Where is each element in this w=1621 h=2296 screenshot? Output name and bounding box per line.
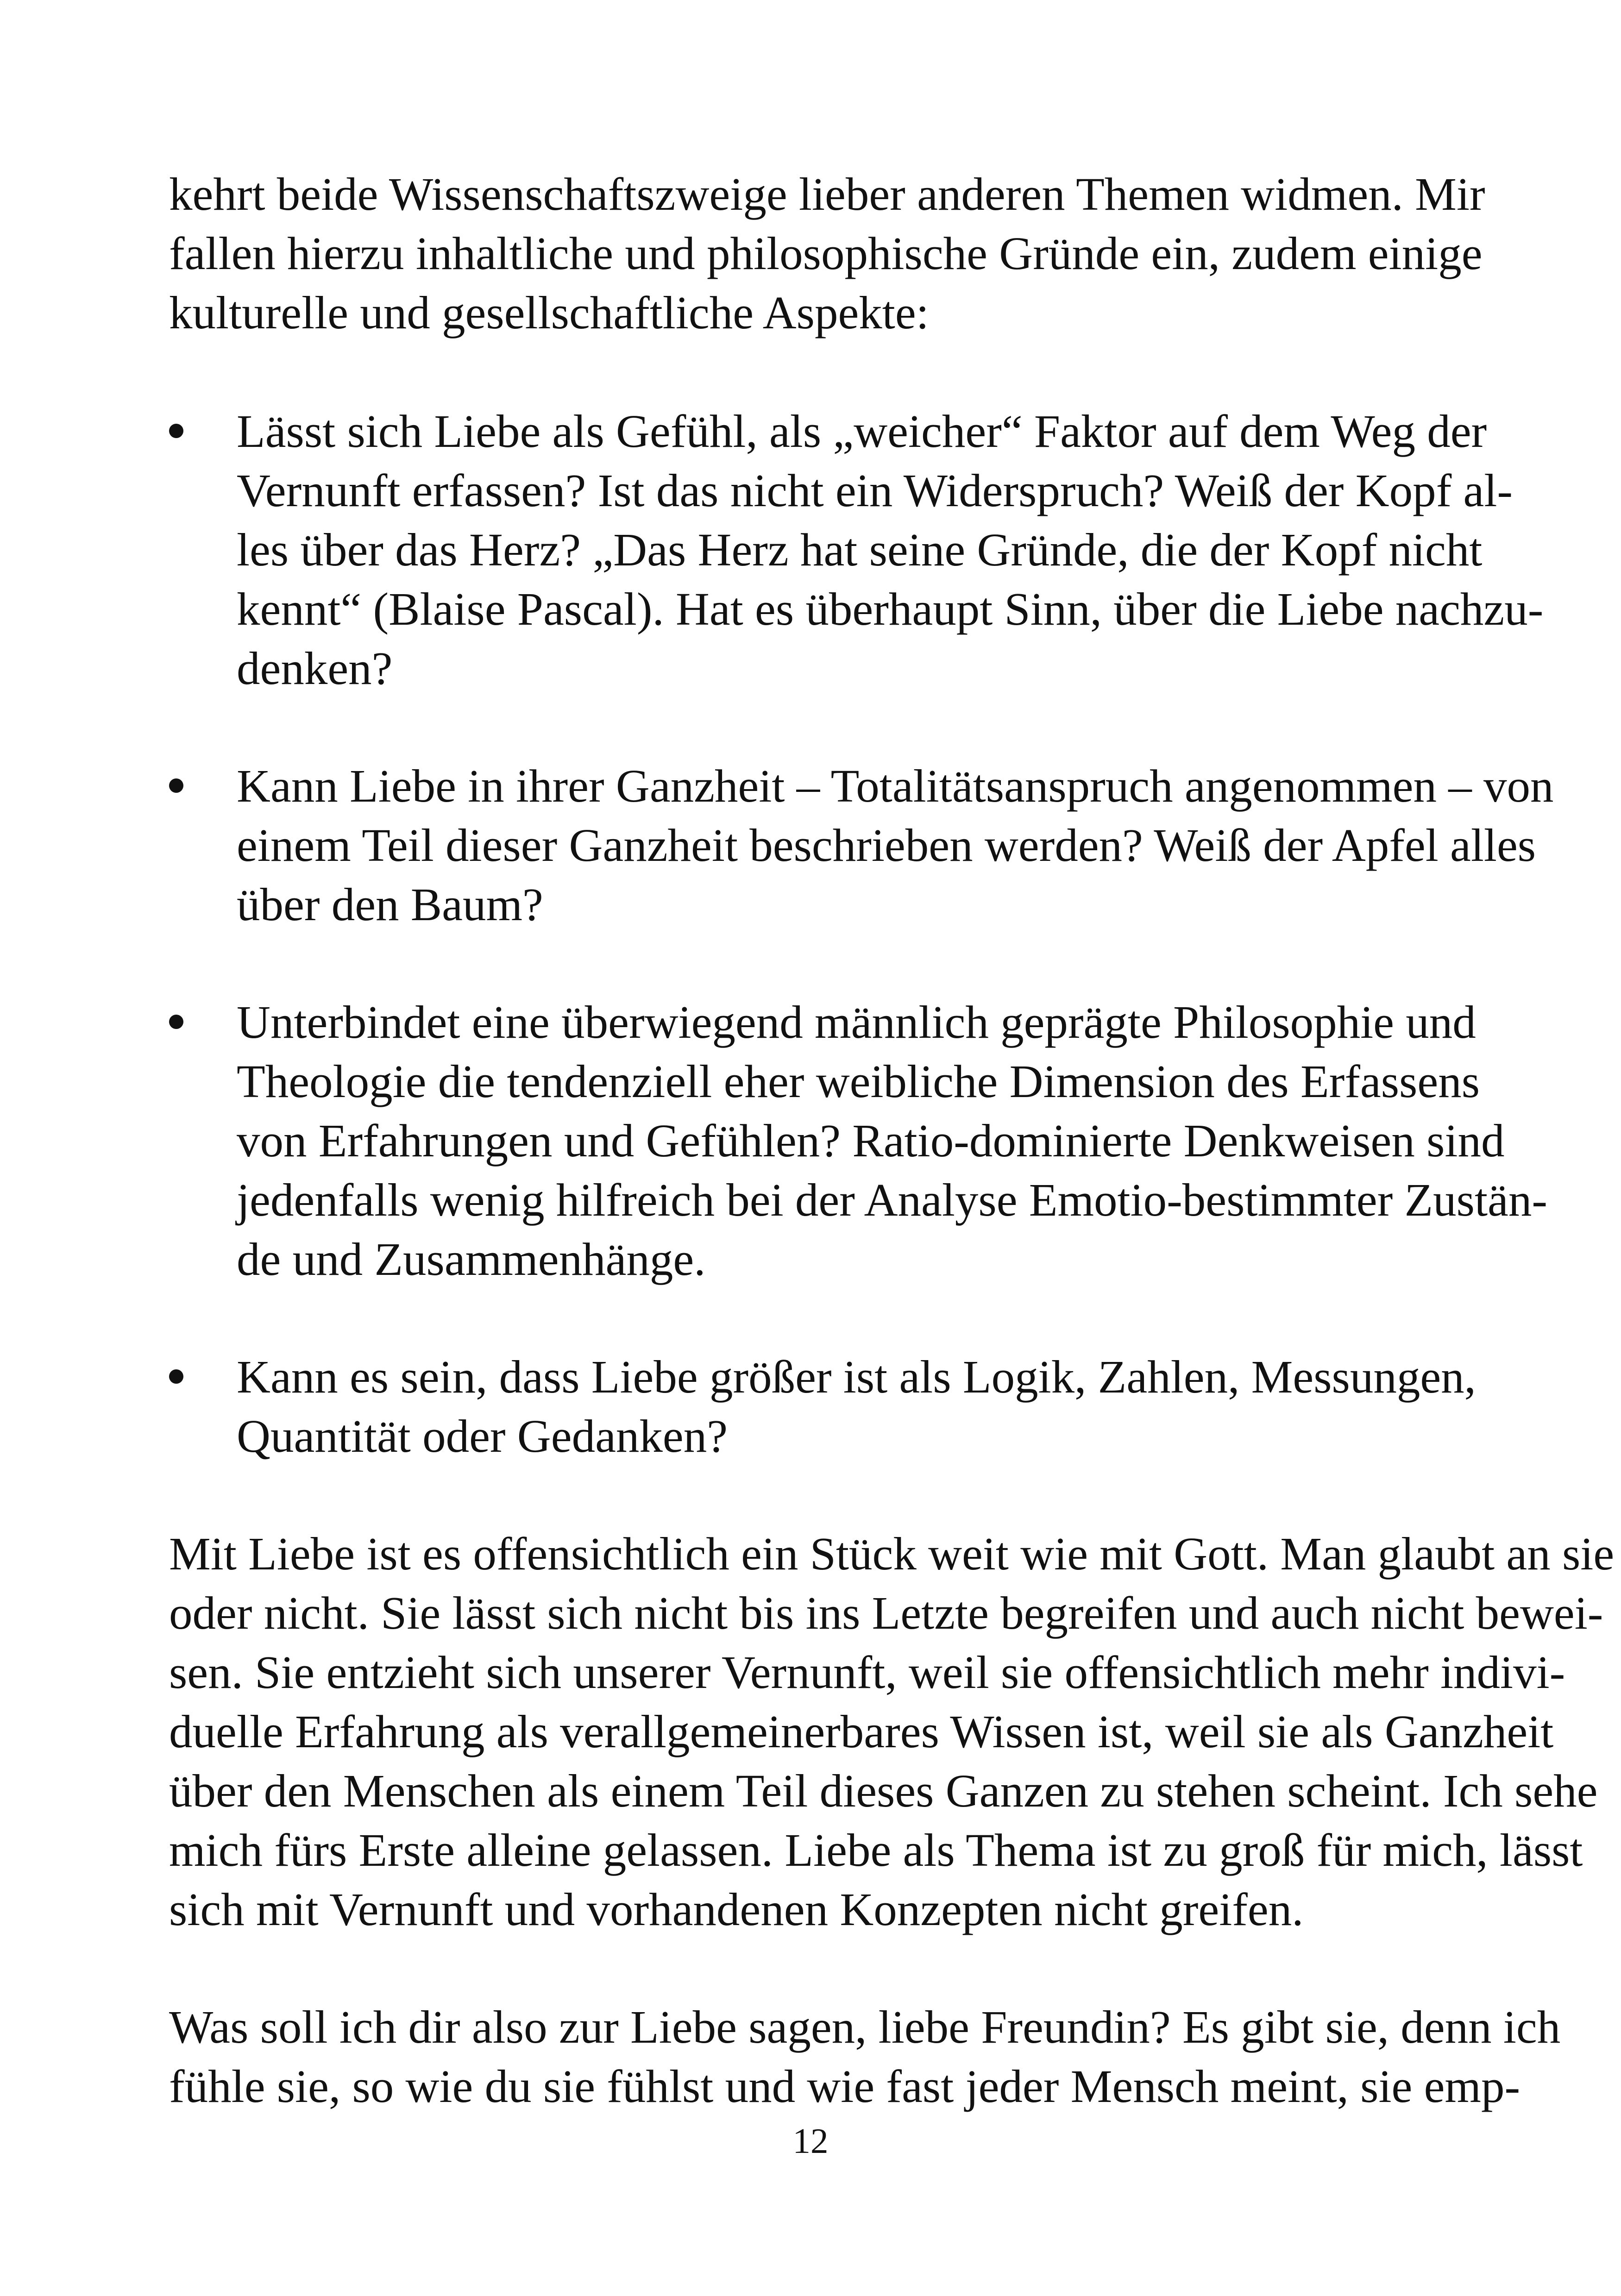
bullet-dot-icon <box>169 424 183 438</box>
intro-line: kehrt beide Wissenschaftszweige lieber anderen Themen widmen. Mir <box>169 168 1485 220</box>
question-item <box>169 401 1544 698</box>
question-line: de und Zusammenhänge. <box>237 1233 706 1285</box>
question-line: Lässt sich Liebe als Gefühl, als „weicher“ Faktor auf dem Weg der <box>237 405 1487 457</box>
closing-line: sen. Sie entzieht sich unserer Vernunft, weil sie offensichtlich mehr indivi- <box>169 1646 1565 1698</box>
question-item <box>169 1347 1476 1466</box>
question-line: Quantität oder Gedanken? <box>237 1410 728 1462</box>
question-line: Unterbindet eine überwiegend männlich geprägte Philosophie und <box>237 996 1476 1048</box>
page-number: 12 <box>792 2121 829 2161</box>
final-line: fühle sie, so wie du sie fühlst und wie fast jeder Mensch meint, sie emp- <box>169 2060 1520 2112</box>
question-text <box>237 992 1547 1289</box>
question-line: les über das Herz? „Das Herz hat seine Gründe, die der Kopf nicht <box>237 524 1483 576</box>
question-text <box>237 756 1554 934</box>
question-text <box>237 401 1544 698</box>
final-paragraph <box>169 1997 1561 2116</box>
closing-paragraph <box>169 1524 1615 1939</box>
closing-line: duelle Erfahrung als verallgemeinerbares Wissen ist, weil sie als Ganzheit <box>169 1706 1554 1757</box>
question-item <box>169 992 1547 1289</box>
closing-line: oder nicht. Sie lässt sich nicht bis ins Letzte begreifen und auch nicht bewei- <box>169 1587 1603 1639</box>
bullet-dot-icon <box>169 1015 183 1029</box>
question-text <box>237 1347 1476 1466</box>
question-item <box>169 756 1554 934</box>
question-line: jedenfalls wenig hilfreich bei der Analyse Emotio-bestimmter Zustän- <box>237 1174 1547 1226</box>
intro-paragraph <box>169 164 1485 342</box>
bullet-dot-icon <box>169 1369 183 1384</box>
question-line: denken? <box>237 642 393 694</box>
question-line: über den Baum? <box>237 878 543 930</box>
question-list <box>169 401 1554 1466</box>
closing-line: über den Menschen als einem Teil dieses Ganzen zu stehen scheint. Ich sehe <box>169 1765 1598 1817</box>
closing-line: sich mit Vernunft und vorhandenen Konzepten nicht greifen. <box>169 1883 1304 1935</box>
question-line: einem Teil dieser Ganzheit beschrieben werden? Weiß der Apfel alles <box>237 819 1536 871</box>
final-line: Was soll ich dir also zur Liebe sagen, liebe Freundin? Es gibt sie, denn ich <box>169 2001 1561 2053</box>
bullet-dot-icon <box>169 778 183 793</box>
question-line: Theologie die tendenziell eher weibliche Dimension des Erfassens <box>237 1055 1480 1107</box>
question-line: Kann es sein, dass Liebe größer ist als Logik, Zahlen, Messungen, <box>237 1351 1476 1403</box>
closing-line: mich fürs Erste alleine gelassen. Liebe als Thema ist zu groß für mich, lässt <box>169 1824 1583 1876</box>
question-line: von Erfahrungen und Gefühlen? Ratio-dominierte Denkweisen sind <box>237 1115 1505 1167</box>
page-content <box>169 164 1615 2116</box>
question-line: Kann Liebe in ihrer Ganzheit – Totalitätsanspruch angenommen – von <box>237 760 1554 812</box>
closing-line: Mit Liebe ist es offensichtlich ein Stück weit wie mit Gott. Man glaubt an sie <box>169 1528 1615 1580</box>
question-line: Vernunft erfassen? Ist das nicht ein Widerspruch? Weiß der Kopf al- <box>237 464 1513 516</box>
intro-line: kulturelle und gesellschaftliche Aspekte: <box>169 287 929 339</box>
intro-line: fallen hierzu inhaltliche und philosophische Gründe ein, zudem einige <box>169 227 1483 279</box>
question-line: kennt“ (Blaise Pascal). Hat es überhaupt Sinn, über die Liebe nachzu- <box>237 583 1544 635</box>
